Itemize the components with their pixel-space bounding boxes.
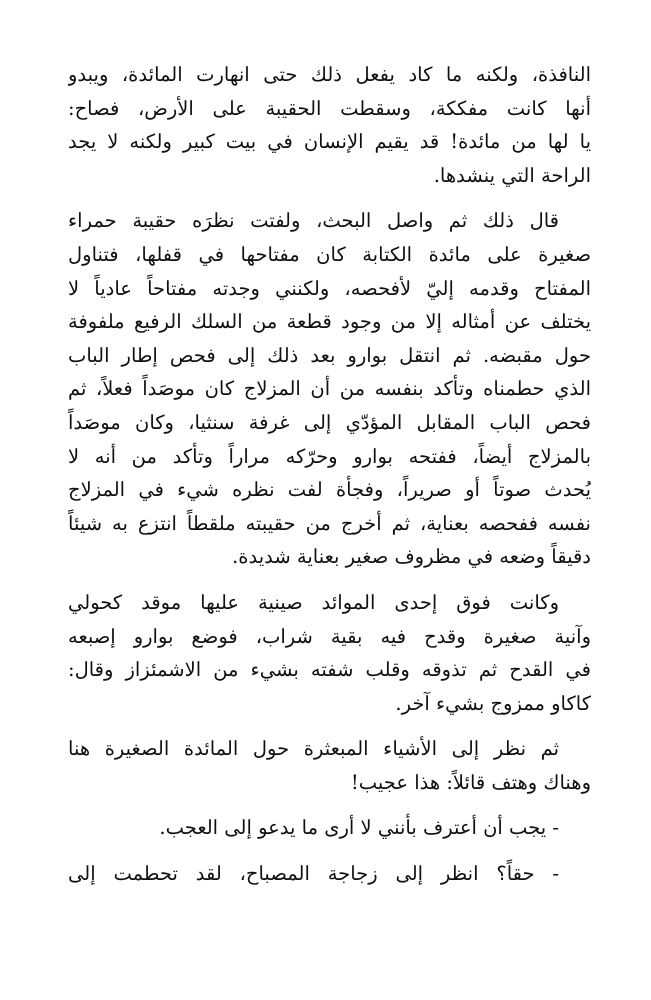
text-line: بالمزلاج أيضاً، ففتحه بوارو وحرّكه مراراً وتأكد من أنه لا — [68, 444, 591, 468]
text-line: وكانت فوق إحدى الموائد صينية عليها موقد كحولي — [68, 590, 559, 614]
text-line: يُحدث صوتاً أو صريراً، وفجأة لفت نظره شيء في المزلاج — [68, 478, 591, 502]
text-line: المفتاح وقدمه إليّ لأفحصه، ولكنني وجدته مفتاحاً عادياً لا — [68, 276, 591, 300]
page-text — [68, 58, 591, 891]
text-line: نفسه ففحصه بعناية، ثم أخرج من حقيبته ملقطاً انتزع به شيئاً — [68, 511, 591, 535]
text-line: قال ذلك ثم واصل البحث، ولفتت نظرَه حقيبة حمراء — [68, 209, 559, 233]
text-line: يا لها من مائدة! قد يقيم الإنسان في بيت كبير ولكنه لا يجد — [68, 130, 591, 154]
text-line: دقيقاً وضعه في مظروف صغير بعناية شديدة. — [232, 545, 591, 569]
text-line: حول مقبضه. ثم انتقل بوارو بعد ذلك إلى فحص إطار الباب — [68, 343, 591, 367]
text-line: الراحة التي ينشدها. — [433, 163, 591, 187]
paragraph-2 — [68, 204, 591, 574]
paragraph-spacer — [68, 799, 591, 811]
text-line: الذي حطمناه وتأكد بنفسه من أن المزلاج كان موصَداً فعلاً، ثم — [68, 377, 591, 401]
text-line: صغيرة على مائدة الكتابة كان مفتاحها في قفلها، فتناول — [68, 242, 591, 266]
text-line: وآنية صغيرة وقدح فيه بقية شراب، فوضع بوارو إصبعه — [68, 624, 591, 648]
paragraph-1 — [68, 58, 591, 192]
text-line: في القدح ثم تذوقه وقلب شفته بشيء من الاشمئزاز وقال: — [68, 658, 591, 682]
dialogue-line-2 — [68, 857, 591, 891]
text-line: النافذة، ولكنه ما كاد يفعل ذلك حتى انهارت المائدة، ويبدو — [68, 63, 591, 86]
text-line: - يجب أن أعترف بأنني لا أرى ما يدعو إلى العجب. — [159, 816, 559, 840]
paragraph-spacer — [68, 192, 591, 204]
paragraph-4 — [68, 732, 591, 799]
text-line: - حقاً؟ انظر إلى زجاجة المصباح، لقد تحطمت إلى — [68, 862, 559, 886]
paragraph-spacer — [68, 845, 591, 857]
text-line: أنها كانت مفككة، وسقطت الحقيبة على الأرض، فصاح: — [68, 96, 591, 120]
paragraph-spacer — [68, 574, 591, 586]
paragraph-3 — [68, 586, 591, 720]
paragraph-spacer — [68, 720, 591, 732]
text-line: وهناك وهتف قائلاً: هذا عجيب! — [350, 770, 591, 794]
text-line: فحص الباب المقابل المؤدّي إلى غرفة سنثيا، وكان موصَداً — [68, 410, 591, 434]
dialogue-line-1 — [68, 811, 591, 845]
text-line: يختلف عن أمثاله إلا من وجود قطعة من السلك الرفيع ملفوفة — [68, 310, 591, 334]
text-line: كاكاو ممزوج بشيء آخر. — [395, 691, 591, 715]
text-line: ثم نظر إلى الأشياء المبعثرة حول المائدة الصغيرة هنا — [68, 737, 559, 761]
